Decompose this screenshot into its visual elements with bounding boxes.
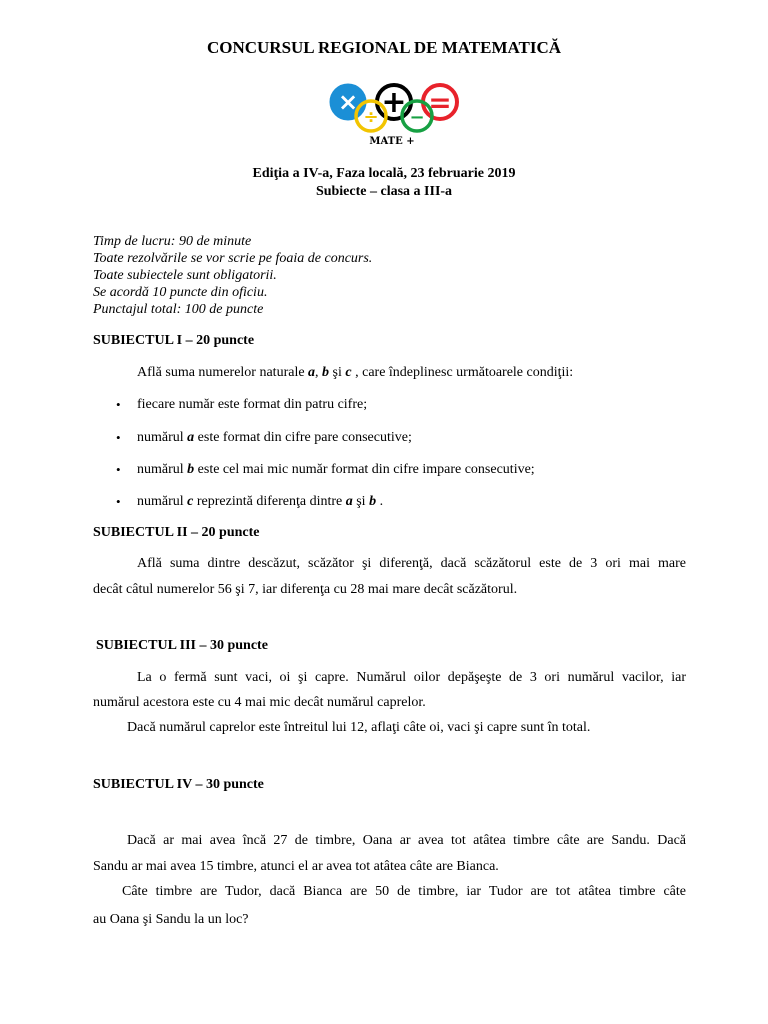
- subject-2-heading: SUBIECTUL II – 20 puncte: [93, 525, 260, 540]
- instruction-mandatory: Toate subiectele sunt obligatorii.: [93, 268, 277, 283]
- edition-line: Ediţia a IV-a, Faza locală, 23 februarie 2019: [252, 166, 516, 181]
- condition-item-2: numărul a este format din cifre pare consecutive;: [137, 430, 412, 445]
- subject-4-line-3: Câte timbre are Tudor, dacă Bianca are 50 de timbre, iar Tudor are tot atâtea timbre câte: [122, 884, 686, 899]
- bullet-icon: •: [116, 462, 121, 477]
- subject-1-intro: Află suma numerelor naturale a, b şi c , care îndeplinesc următoarele condiţii:: [137, 365, 574, 380]
- subject-3-heading: SUBIECTUL III – 30 puncte: [96, 638, 268, 653]
- subject-4-heading: SUBIECTUL IV – 30 puncte: [93, 777, 264, 792]
- divide-icon: ÷: [363, 107, 379, 128]
- subject-2-line-1: Află suma dintre descăzut, scăzător şi diferenţă, dacă scăzătorul este de 3 ori mai mare: [137, 556, 686, 571]
- bullet-icon: •: [116, 494, 121, 509]
- equals-icon: =: [428, 86, 452, 119]
- instruction-time: Timp de lucru: 90 de minute: [93, 234, 252, 249]
- subject-4-line-2: Sandu ar mai avea 15 timbre, atunci el ar avea tot atâtea câte are Bianca.: [93, 859, 499, 874]
- instruction-writing: Toate rezolvările se vor scrie pe foaia de concurs.: [93, 251, 373, 266]
- instruction-total-points: Punctajul total: 100 de puncte: [93, 302, 264, 317]
- logo-text: MATE +: [369, 136, 415, 147]
- condition-item-3: numărul b este cel mai mic număr format din cifre impare consecutive;: [137, 462, 535, 477]
- condition-item-4: numărul c reprezintă diferenţa dintre a şi b .: [137, 494, 384, 509]
- bullet-icon: •: [116, 397, 121, 412]
- subject-3-line-2: numărul acestora este cu 4 mai mic decât numărul caprelor.: [93, 695, 426, 710]
- subject-3-line-1: La o fermă sunt vaci, oi şi capre. Numărul oilor depăşeşte de 3 ori numărul vacilor, iar: [137, 670, 686, 685]
- minus-icon: −: [409, 107, 425, 128]
- times-icon: ×: [337, 88, 359, 116]
- condition-item-1: fiecare număr este format din patru cifre;: [137, 397, 368, 412]
- plus-icon: +: [381, 85, 407, 120]
- subject-4-line-4: au Oana şi Sandu la un loc?: [93, 912, 249, 927]
- subject-1-heading: SUBIECTUL I – 20 puncte: [93, 333, 255, 348]
- class-line: Subiecte – clasa a III-a: [315, 184, 453, 199]
- olympic-rings-logo: [328, 82, 460, 148]
- contest-logo: [328, 82, 460, 148]
- bullet-icon: •: [116, 430, 121, 445]
- instruction-bonus-points: Se acordă 10 puncte din oficiu.: [93, 285, 268, 300]
- subject-3-line-3: Dacă numărul caprelor este întreitul lui 12, aflaţi câte oi, vaci şi capre sunt în total.: [127, 720, 591, 735]
- subject-4-line-1: Dacă ar mai avea încă 27 de timbre, Oana ar avea tot atâtea timbre câte are Sandu. Dacă: [127, 833, 686, 848]
- subject-2-line-2: decât câtul numerelor 56 şi 7, iar diferenţa cu 28 mai mare decât scăzătorul.: [93, 582, 518, 597]
- contest-title: CONCURSUL REGIONAL DE MATEMATICĂ: [206, 38, 562, 57]
